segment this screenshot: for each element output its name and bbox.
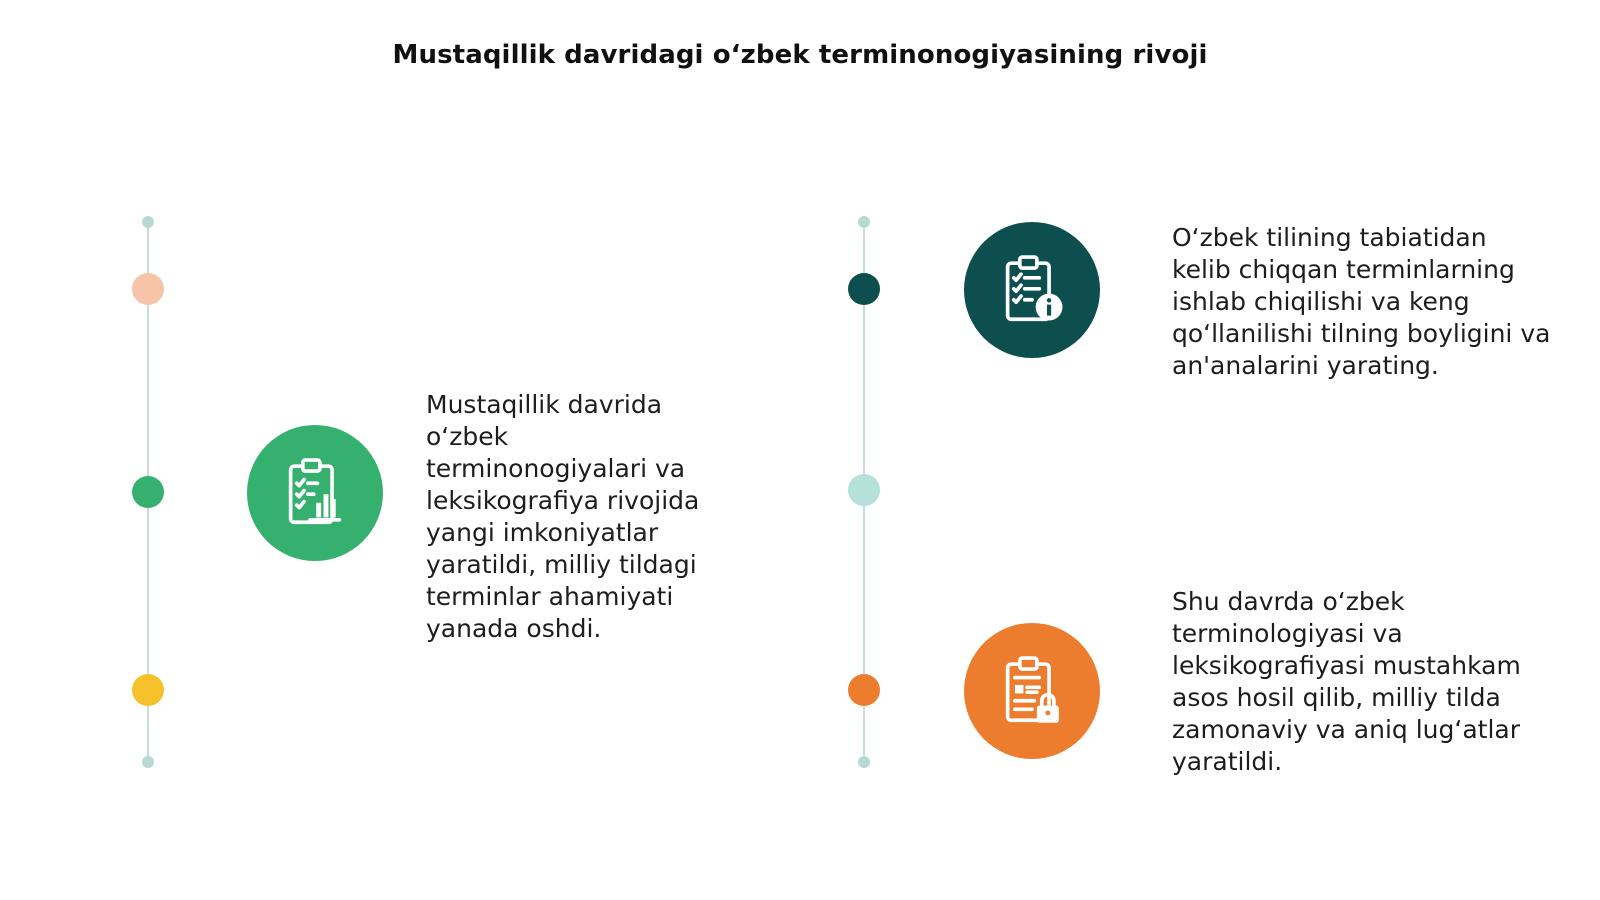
right-timeline-dot-dark-teal [848,273,880,305]
left-timeline-bottom-tick [142,756,154,768]
left-timeline-dot-yellow [132,674,164,706]
left-timeline-dot-green [132,476,164,508]
right-timeline-dot-orange [848,674,880,706]
left-timeline-top-tick [142,216,154,228]
clipboard-chart-icon [247,425,383,561]
right-timeline-dot-light-teal [848,474,880,506]
left-timeline-dot-peach [132,273,164,305]
card-2-description: O‘zbek tilining tabiatidan kelib chiqqan terminlarning ishlab chiqilishi va keng qo‘llanilishi tilning boyligini va an'analarini yarating. [1172,223,1551,380]
card-3-description: Shu davrda o‘zbek terminologiyasi va leksikografiyasi mustahkam asos hosil qilib, milliy tilda zamonaviy va aniq lug‘atlar yaratildi. [1172,587,1521,776]
clipboard-info-icon [964,222,1100,358]
card-1-description: Mustaqillik davrida o‘zbek terminonogiyalari va leksikografiya rivojida yangi imkoniyatlar yaratildi, milliy tildagi terminlar ahamiyati yanada oshdi. [426,390,700,643]
clipboard-lock-icon [964,623,1100,759]
page-title: Mustaqillik davridagi o‘zbek terminonogiyasining rivoji [392,40,1208,70]
right-timeline-bottom-tick [858,756,870,768]
right-timeline-top-tick [858,216,870,228]
